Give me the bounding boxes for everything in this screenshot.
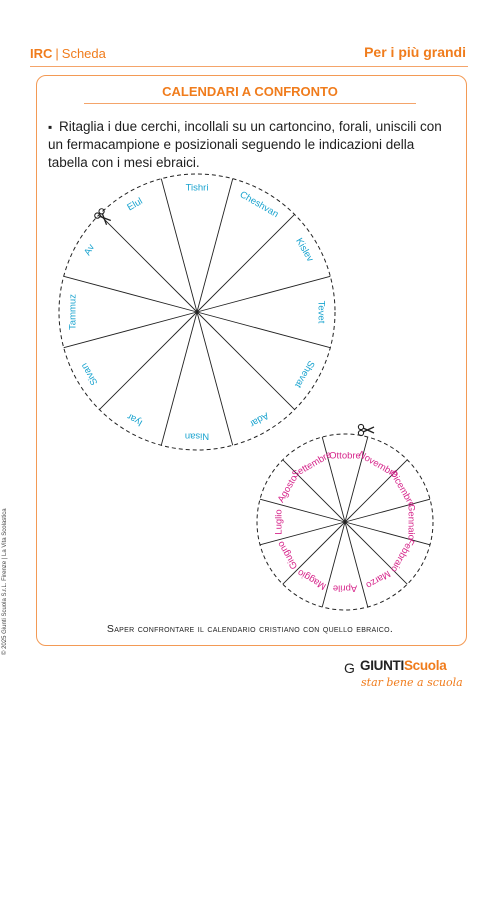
logo-tagline: star bene a scuola: [361, 676, 463, 689]
christian-month-label: Agosto: [275, 473, 300, 505]
logo-main: GIUNTI: [360, 658, 404, 673]
hebrew-month-label: Av: [82, 242, 98, 258]
scissors-icon: [358, 424, 374, 435]
logo-accent: Scuola: [403, 658, 447, 673]
hebrew-spoke: [197, 312, 233, 445]
christian-month-label: Ottobre: [329, 450, 361, 462]
hebrew-month-label: Iyar: [125, 410, 145, 429]
hebrew-month-wheel: [59, 174, 335, 450]
copyright-wrap: [2, 508, 12, 915]
christian-month-label: Aprile: [332, 582, 358, 594]
hebrew-spoke: [197, 179, 233, 312]
publisher-logo: [344, 657, 474, 693]
hebrew-spoke: [161, 312, 197, 445]
hebrew-month-label: Shevat: [292, 358, 317, 390]
christian-month-label: Dicembre: [387, 468, 418, 510]
section-label: Scheda: [61, 46, 106, 61]
hebrew-month-label: Adar: [247, 409, 271, 430]
hebrew-month-label: Elul: [125, 195, 145, 214]
hebrew-spoke: [64, 276, 197, 312]
audience-label: Per i più grandi: [364, 44, 466, 60]
instruction-body: Ritaglia i due cerchi, incollali su un cartoncino, forali, uniscili con un fermacampione e posizionali seguendo le indicazioni della tabella con i mesi ebraici.: [48, 119, 442, 170]
christian-month-label: Gennaio: [405, 504, 417, 540]
christian-month-label: Settembre: [290, 449, 334, 481]
hebrew-spoke: [64, 312, 197, 348]
hebrew-month-label: Cheshvan: [237, 189, 281, 221]
christian-month-label: Marzo: [363, 567, 393, 591]
christian-month-wheel: [257, 424, 433, 610]
header-separator: |: [55, 46, 59, 61]
hebrew-month-label: Sivan: [78, 360, 101, 388]
hebrew-month-label: Tevet: [315, 300, 327, 324]
christian-month-label: Luglio: [273, 509, 285, 535]
christian-month-label: Novembre: [356, 449, 400, 481]
logo-wordmark: [360, 658, 446, 673]
bullet-icon: ▪: [48, 120, 53, 134]
hebrew-spoke: [197, 214, 295, 312]
hebrew-spoke: [197, 312, 295, 410]
christian-month-label: Febbraio: [388, 536, 417, 574]
hebrew-spoke: [197, 312, 330, 348]
giunti-logo-icon: G: [344, 660, 355, 676]
learning-objective: Saper confrontare il calendario cristiano con quello ebraico.: [106, 623, 394, 635]
christian-month-label: Maggio: [295, 566, 329, 592]
hebrew-spoke: [99, 214, 197, 312]
hebrew-spoke: [161, 179, 197, 312]
hebrew-spoke: [197, 276, 330, 312]
hebrew-month-label: Tishri: [185, 182, 209, 194]
christian-month-label: Giugno: [275, 538, 301, 572]
hebrew-month-label: Kislev: [293, 236, 316, 264]
copyright-notice: © 2025 Giunti Scuola S.r.L. Firenze | La Vita Scolastica: [2, 508, 8, 655]
hebrew-month-label: Nisan: [184, 430, 210, 442]
hebrew-spoke: [99, 312, 197, 410]
worksheet-title: CALENDARI A CONFRONTO: [162, 84, 338, 99]
hebrew-month-label: Tammuz: [67, 294, 79, 330]
brand-irc: IRC: [30, 46, 53, 61]
